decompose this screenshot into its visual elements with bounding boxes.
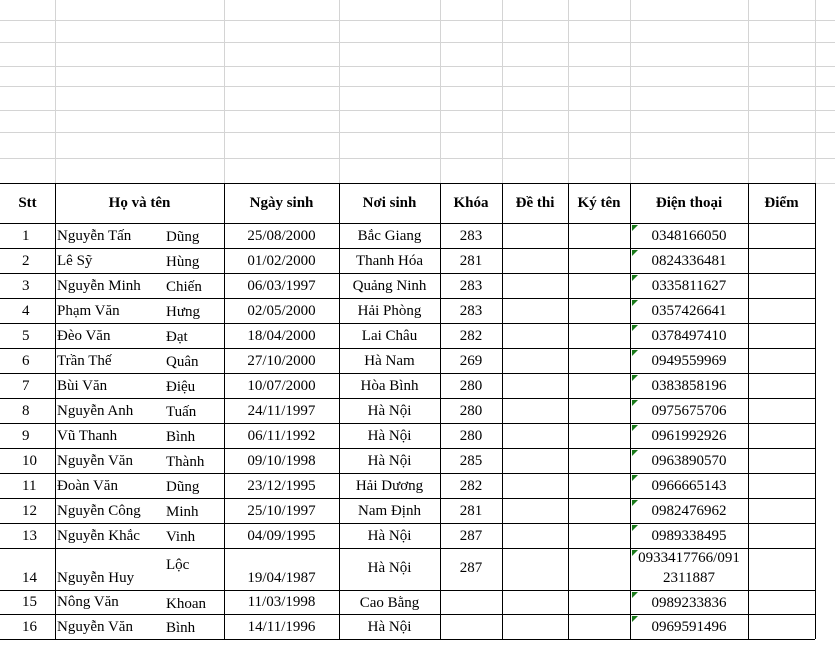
phone-number: 0383858196 bbox=[651, 378, 727, 394]
course: 282 bbox=[459, 328, 483, 344]
student-last-name: Lê Sỹ bbox=[57, 253, 93, 269]
student-last-name: Nguyễn Tấn bbox=[57, 228, 132, 244]
birthplace: Hà Nội bbox=[367, 428, 412, 444]
row-number: 2 bbox=[22, 253, 30, 269]
date-of-birth: 09/10/1998 bbox=[247, 453, 316, 469]
cell-warning-marker bbox=[632, 400, 638, 406]
row-number: 12 bbox=[22, 503, 37, 519]
column-header-course: Khóa bbox=[453, 195, 489, 211]
birthplace: Nam Định bbox=[358, 503, 421, 519]
student-last-name: Nguyễn Văn bbox=[57, 619, 133, 635]
date-of-birth: 06/11/1992 bbox=[247, 428, 316, 444]
date-of-birth: 06/03/1997 bbox=[247, 278, 316, 294]
phone-number-line1: 0933417766/091 bbox=[638, 550, 740, 566]
cell-warning-marker bbox=[632, 592, 638, 598]
row-number: 14 bbox=[22, 570, 37, 586]
birthplace: Hòa Bình bbox=[360, 378, 419, 394]
phone-number: 0824336481 bbox=[651, 253, 727, 269]
course: 281 bbox=[459, 503, 483, 519]
birthplace: Hải Dương bbox=[355, 478, 424, 494]
date-of-birth: 27/10/2000 bbox=[247, 353, 316, 369]
course: 280 bbox=[459, 403, 483, 419]
cell-warning-marker bbox=[632, 450, 638, 456]
course: 287 bbox=[459, 528, 483, 544]
date-of-birth: 24/11/1997 bbox=[247, 403, 316, 419]
phone-number: 0335811627 bbox=[651, 278, 727, 294]
phone-number: 0966665143 bbox=[651, 478, 727, 494]
cell-warning-marker bbox=[632, 225, 638, 231]
phone-number: 0348166050 bbox=[651, 228, 727, 244]
course: 280 bbox=[459, 378, 483, 394]
phone-number: 0975675706 bbox=[651, 403, 727, 419]
row-number: 10 bbox=[22, 453, 37, 469]
date-of-birth: 14/11/1996 bbox=[247, 619, 316, 635]
birthplace: Bắc Giang bbox=[357, 228, 422, 244]
phone-number: 0982476962 bbox=[651, 503, 727, 519]
column-header-signature: Ký tên bbox=[577, 195, 621, 211]
student-first-name: Khoan bbox=[166, 596, 206, 612]
cell-warning-marker bbox=[632, 325, 638, 331]
cell-warning-marker bbox=[632, 275, 638, 281]
student-last-name: Vũ Thanh bbox=[57, 428, 118, 444]
cell-warning-marker bbox=[632, 616, 638, 622]
birthplace: Hà Nội bbox=[367, 560, 412, 576]
column-header-name: Họ và tên bbox=[108, 195, 171, 211]
student-last-name: Bùi Văn bbox=[57, 378, 108, 394]
course: 283 bbox=[459, 278, 483, 294]
date-of-birth: 11/03/1998 bbox=[247, 594, 316, 610]
student-first-name: Bình bbox=[166, 620, 196, 636]
student-last-name: Đoàn Văn bbox=[57, 478, 118, 494]
student-first-name: Minh bbox=[166, 504, 199, 520]
phone-number: 0963890570 bbox=[651, 453, 727, 469]
phone-number: 0949559969 bbox=[651, 353, 727, 369]
date-of-birth: 02/05/2000 bbox=[247, 303, 316, 319]
cell-warning-marker bbox=[632, 250, 638, 256]
date-of-birth: 25/10/1997 bbox=[247, 503, 316, 519]
column-header-stt: Stt bbox=[18, 195, 37, 211]
student-last-name: Đèo Văn bbox=[57, 328, 111, 344]
course: 285 bbox=[459, 453, 483, 469]
date-of-birth: 25/08/2000 bbox=[247, 228, 316, 244]
row-number: 11 bbox=[22, 478, 37, 494]
column-header-dob: Ngày sinh bbox=[249, 195, 314, 211]
student-first-name: Tuấn bbox=[166, 404, 197, 420]
course: 282 bbox=[459, 478, 483, 494]
cell-warning-marker bbox=[632, 300, 638, 306]
date-of-birth: 18/04/2000 bbox=[247, 328, 316, 344]
course: 280 bbox=[459, 428, 483, 444]
cell-warning-marker bbox=[632, 350, 638, 356]
cell-warning-marker bbox=[632, 525, 638, 531]
column-header-score: Điểm bbox=[764, 195, 799, 211]
course: 281 bbox=[459, 253, 483, 269]
column-header-phone: Điện thoại bbox=[655, 195, 723, 211]
date-of-birth: 10/07/2000 bbox=[247, 378, 316, 394]
student-first-name: Lộc bbox=[166, 557, 190, 573]
cell-warning-marker bbox=[632, 475, 638, 481]
student-first-name: Hùng bbox=[166, 254, 200, 270]
column-header-birthplace: Nơi sinh bbox=[362, 195, 417, 211]
row-number: 5 bbox=[22, 328, 30, 344]
student-first-name: Hưng bbox=[166, 304, 200, 320]
row-number: 16 bbox=[22, 619, 37, 635]
row-number: 15 bbox=[22, 594, 37, 610]
birthplace: Hà Nam bbox=[364, 353, 415, 369]
course: 283 bbox=[459, 303, 483, 319]
birthplace: Lai Châu bbox=[361, 328, 418, 344]
phone-number: 0989338495 bbox=[651, 528, 727, 544]
birthplace: Quảng Ninh bbox=[352, 278, 427, 294]
student-last-name: Nguyễn Anh bbox=[57, 403, 134, 419]
student-last-name: Trần Thế bbox=[57, 353, 112, 369]
student-last-name: Nguyễn Khắc bbox=[57, 528, 140, 544]
student-first-name: Bình bbox=[166, 429, 196, 445]
course: 269 bbox=[459, 353, 483, 369]
student-last-name: Phạm Văn bbox=[57, 303, 120, 319]
date-of-birth: 19/04/1987 bbox=[247, 570, 316, 586]
row-number: 9 bbox=[22, 428, 30, 444]
cell-warning-marker bbox=[632, 550, 638, 556]
cell-warning-marker bbox=[632, 375, 638, 381]
student-first-name: Dũng bbox=[166, 229, 200, 245]
cell-warning-marker bbox=[632, 500, 638, 506]
student-last-name: Nguyễn Văn bbox=[57, 453, 133, 469]
date-of-birth: 23/12/1995 bbox=[247, 478, 316, 494]
birthplace: Cao Bằng bbox=[359, 595, 420, 611]
course: 283 bbox=[459, 228, 483, 244]
row-number: 6 bbox=[22, 353, 30, 369]
student-first-name: Vinh bbox=[166, 529, 196, 545]
student-first-name: Đạt bbox=[166, 329, 188, 345]
phone-number: 0969591496 bbox=[651, 619, 727, 635]
row-number: 13 bbox=[22, 528, 37, 544]
date-of-birth: 04/09/1995 bbox=[247, 528, 316, 544]
birthplace: Hà Nội bbox=[367, 453, 412, 469]
column-header-exam: Đề thi bbox=[515, 195, 555, 211]
student-last-name: Nông Văn bbox=[57, 594, 119, 610]
student-first-name: Thành bbox=[166, 454, 205, 470]
student-first-name: Quân bbox=[166, 354, 199, 370]
phone-number: 0961992926 bbox=[651, 428, 727, 444]
row-number: 1 bbox=[22, 228, 30, 244]
row-number: 8 bbox=[22, 403, 30, 419]
birthplace: Thanh Hóa bbox=[355, 253, 424, 269]
student-last-name: Nguyễn Minh bbox=[57, 278, 141, 294]
birthplace: Hà Nội bbox=[367, 403, 412, 419]
phone-number: 0357426641 bbox=[651, 303, 727, 319]
student-last-name: Nguyễn Công bbox=[57, 503, 141, 519]
student-last-name: Nguyễn Huy bbox=[57, 570, 135, 586]
phone-number-line2: 2311887 bbox=[663, 570, 715, 586]
course: 287 bbox=[459, 560, 483, 576]
student-first-name: Dũng bbox=[166, 479, 200, 495]
student-first-name: Điệu bbox=[166, 379, 196, 395]
row-number: 4 bbox=[22, 303, 30, 319]
row-number: 3 bbox=[22, 278, 30, 294]
cell-warning-marker bbox=[632, 425, 638, 431]
birthplace: Hà Nội bbox=[367, 619, 412, 635]
row-number: 7 bbox=[22, 378, 30, 394]
student-first-name: Chiến bbox=[166, 279, 202, 295]
birthplace: Hà Nội bbox=[367, 528, 412, 544]
phone-number: 0378497410 bbox=[651, 328, 727, 344]
birthplace: Hải Phòng bbox=[357, 303, 422, 319]
date-of-birth: 01/02/2000 bbox=[247, 253, 316, 269]
phone-number: 0989233836 bbox=[651, 595, 727, 611]
